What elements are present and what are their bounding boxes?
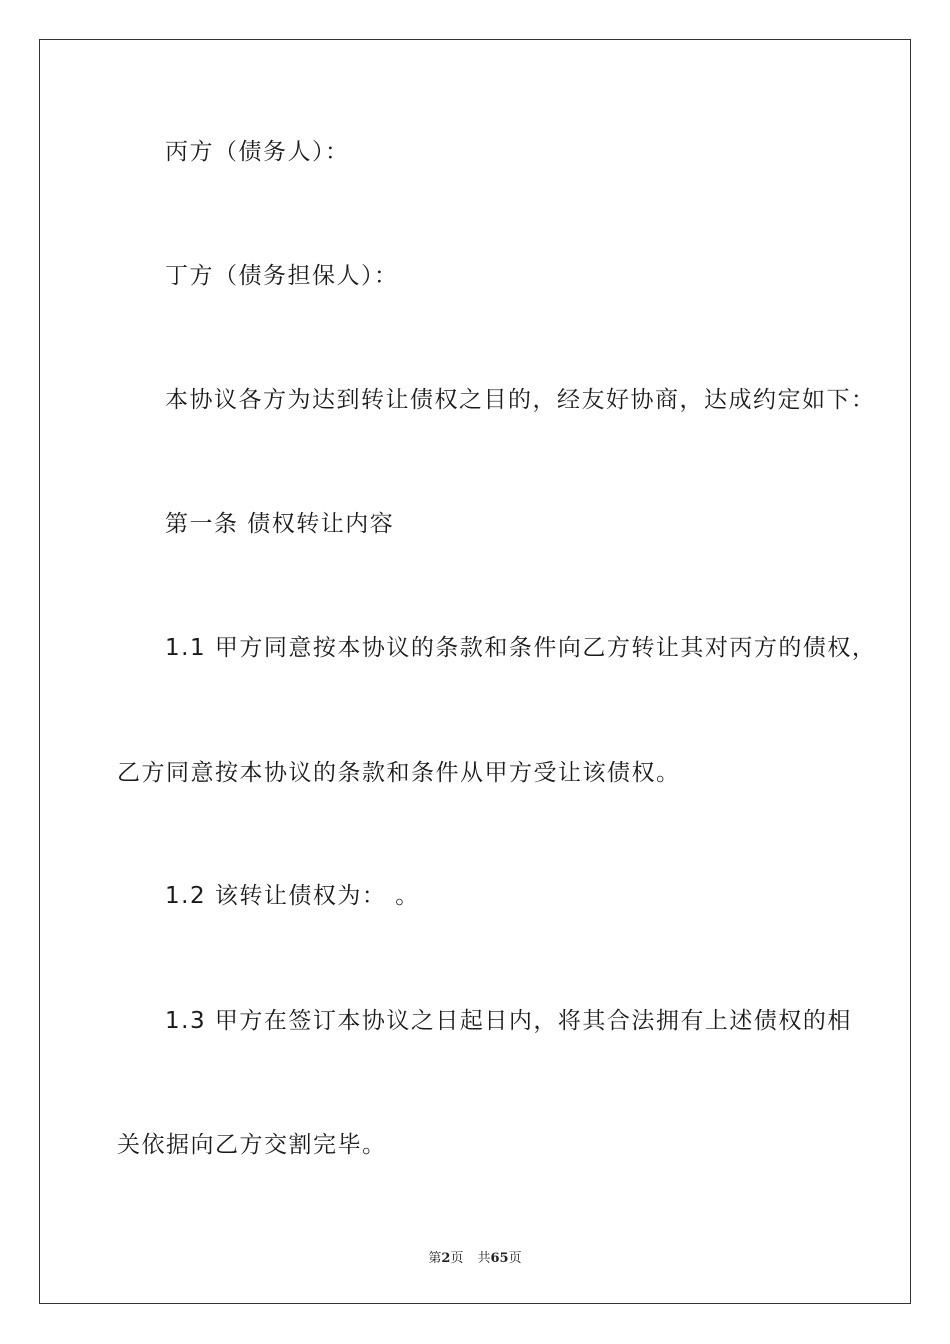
footer-page-number: 2 (441, 1251, 451, 1266)
preamble-paragraph: 本协议各方为达到转让债权之目的，经友好协商，达成约定如下： (165, 387, 876, 413)
clause-1-3-line-2: 关依据向乙方交割完毕。 (117, 1132, 387, 1158)
clause-1-1-line-1: 1.1 甲方同意按本协议的条款和条件向乙方转让其对丙方的债权， (165, 635, 877, 661)
footer-total-prefix: 共 (477, 1251, 491, 1266)
party-c-line: 丙方（债务人）： (165, 139, 350, 165)
page-footer (0, 1247, 950, 1266)
clause-1-1-line-2: 乙方同意按本协议的条款和条件从甲方受让该债权。 (117, 760, 681, 786)
footer-total-suffix: 页 (508, 1251, 522, 1266)
article-one-heading: 第一条 债权转让内容 (165, 511, 395, 537)
clause-1-2: 1.2 该转让债权为： 。 (165, 883, 420, 909)
footer-total-pages: 65 (490, 1251, 509, 1266)
party-d-line: 丁方（债务担保人）： (165, 263, 399, 289)
clause-1-3-line-1: 1.3 甲方在签订本协议之日起日内，将其合法拥有上述债权的相 (165, 1008, 852, 1034)
footer-page-suffix: 页 (450, 1251, 464, 1266)
footer-page-prefix: 第 (428, 1251, 442, 1266)
page-border (39, 39, 911, 1304)
